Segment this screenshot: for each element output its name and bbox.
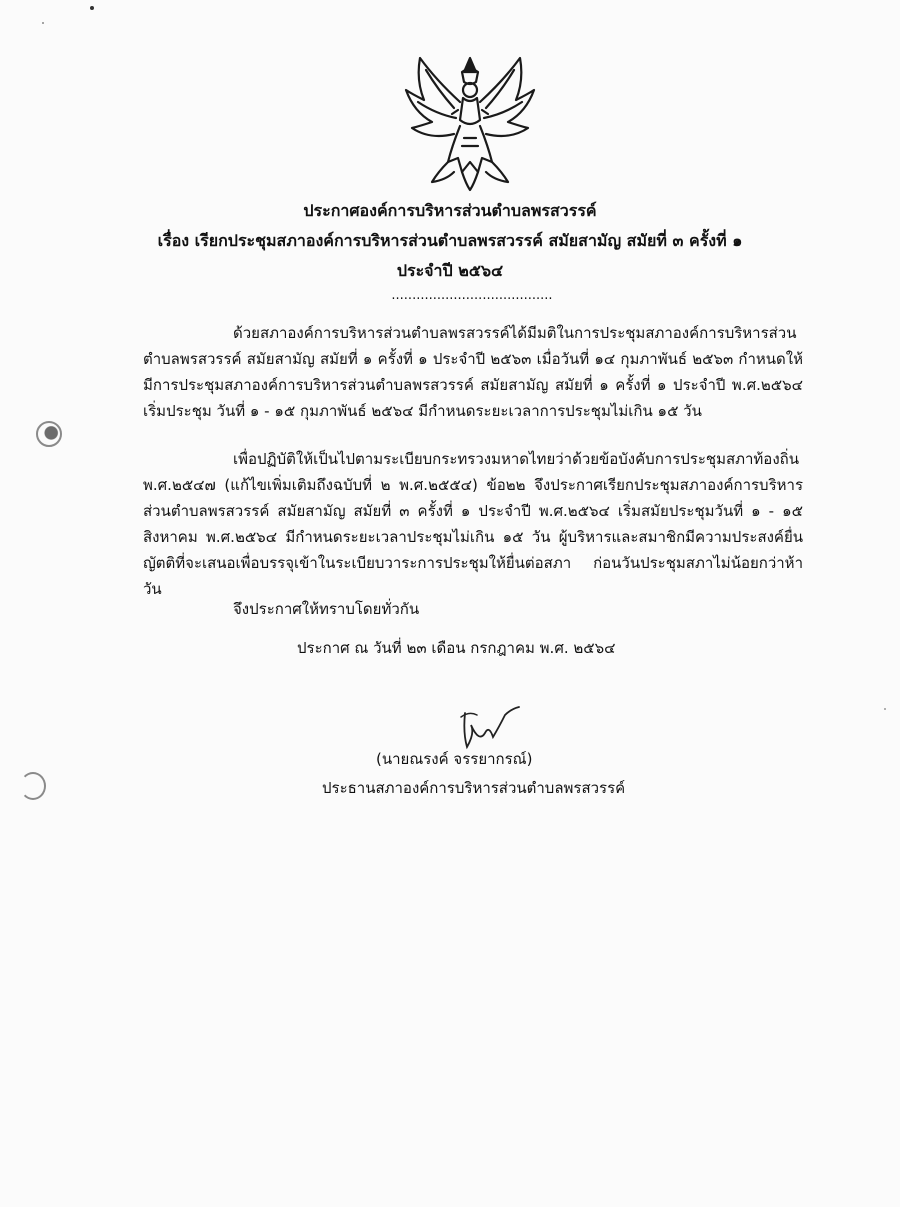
header-block [0, 196, 900, 286]
hole-punch-mark [20, 772, 46, 800]
garuda-emblem-icon [402, 50, 538, 195]
issuer-title: ประกาศองค์การบริหารส่วนตำบลพรสวรรค์ [303, 201, 597, 220]
announcement-line: จึงประกาศให้ทราบโดยทั่วกัน [233, 600, 420, 618]
scan-speck [90, 6, 94, 10]
signer-name: (นายณรงค์ จรรยากรณ์) [376, 750, 533, 768]
body-paragraph-2 [143, 446, 803, 602]
title-separator: ....................................... [391, 288, 553, 303]
announcement-date: ประกาศ ณ วันที่ ๒๓ เดือน กรกฎาคม พ.ศ. ๒๕๖๔ [297, 639, 616, 657]
hole-punch-mark [36, 421, 62, 447]
scan-speck [42, 22, 44, 24]
paragraph-2-text: เพื่อปฏิบัติให้เป็นไปตามระเบียบกระทรวงมหาดไทยว่าด้วยข้อบังคับการประชุมสภาท้องถิ่น พ.ศ.๒๕๔๗ (แก้ไขเพิ่มเติมถึงฉบับที่ ๒ พ.ศ.๒๕๕๔) ข้อ๒๒ จึงประกาศเรียกประชุมสภาองค์การบริหารส่วนตำบลพรสวรรค์ สมัยสามัญ สมัยที่ ๓ ครั้งที่ ๑ ประจำปี พ.ศ.๒๕๖๔ เริ่มสมัยประชุมวันที่ ๑ - ๑๕ สิงหาคม พ.ศ.๒๕๖๔ มีกำหนดระยะเวลาประชุมไม่เกิน ๑๕ วัน ผู้บริหารและสมาชิกมีความประสงค์ยื่นญัตติที่จะเสนอเพื่อบรรจุเข้าในระเบียบวาระการประชุมให้ยื่นต่อสภา ก่อนวันประชุมสภาไม่น้อยกว่าห้าวัน [143, 450, 803, 598]
body-paragraph-1 [143, 320, 803, 424]
subject-title: เรื่อง เรียกประชุมสภาองค์การบริหารส่วนตำบลพรสวรรค์ สมัยสามัญ สมัยที่ ๓ ครั้งที่ ๑ [157, 231, 743, 250]
year-title: ประจำปี ๒๕๖๔ [396, 261, 504, 280]
paragraph-1-text: ด้วยสภาองค์การบริหารส่วนตำบลพรสวรรค์ได้มีมติในการประชุมสภาองค์การบริหารส่วนตำบลพรสวรรค์ สมัยสามัญ สมัยที่ ๑ ครั้งที่ ๑ ประจำปี ๒๕๖๓ เมื่อวันที่ ๑๔ กุมภาพันธ์ ๒๕๖๓ กำหนดให้มีการประชุมสภาองค์การบริหารส่วนตำบลพรสวรรค์ สมัยสามัญ สมัยที่ ๑ ครั้งที่ ๑ ประจำปี พ.ศ.๒๕๖๔ เริ่มประชุม วันที่ ๑ - ๑๕ กุมภาพันธ์ ๒๕๖๔ มีกำหนดระยะเวลาการประชุมไม่เกิน ๑๕ วัน [143, 324, 803, 420]
signer-position: ประธานสภาองค์การบริหารส่วนตำบลพรสวรรค์ [322, 779, 626, 797]
scan-speck [884, 708, 886, 710]
